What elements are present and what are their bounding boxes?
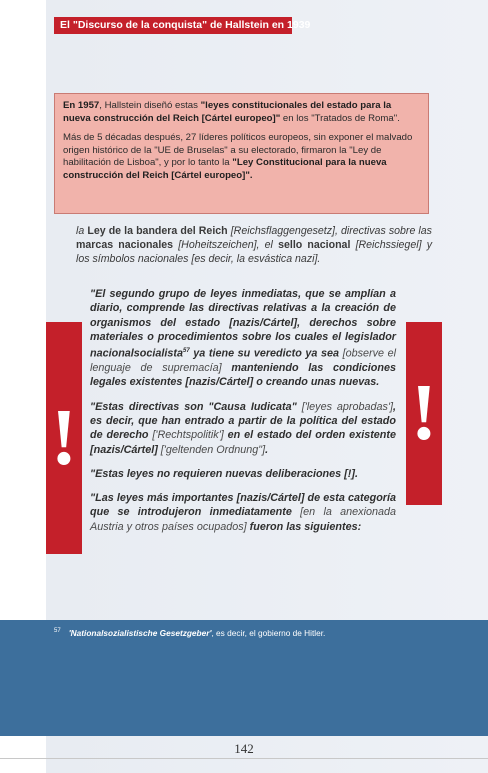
- quote-text: ya tiene su veredicto ya sea: [189, 347, 343, 360]
- quote-aside: [observe el lenguaje de supremacía]: [90, 347, 396, 375]
- quote-aside: ['geltenden Ordnung"]: [160, 443, 266, 456]
- exclamation-mark-right: !: [406, 322, 442, 505]
- footnote-ref: 57: [183, 348, 190, 355]
- callout-paragraph-2: [63, 132, 420, 182]
- body-paragraph: [76, 224, 432, 267]
- quote-text: fueron las siguientes:: [246, 520, 362, 533]
- body-text: la: [76, 225, 88, 237]
- page-number: 142: [234, 741, 254, 756]
- callout-text: , Hallstein diseñó estas: [99, 100, 201, 111]
- quote-text: "El segundo grupo de leyes inmediatas, que se amplían a diario, comprende las directivas relativas a la creación de organismos del estado [nazis/Cártel], derechos sobre materiales o procedimientos sobre los cuales el legislador nacionalsocialista: [90, 288, 396, 360]
- quote-paragraph-2: [90, 400, 396, 457]
- quote-text: manteniendo las condiciones legales existentes [nazis/Cártel] o creando unas nuevas.: [90, 362, 396, 389]
- quote-paragraph-1: [90, 287, 396, 390]
- footnote-text: , es decir, el gobierno de Hitler.: [211, 627, 326, 638]
- quote-paragraph-4: [90, 491, 396, 534]
- body-bold: marcas nacionales: [76, 239, 174, 252]
- page-divider: [0, 758, 488, 759]
- footnote-term: 'Nationalsozialistische Gesetzgeber': [68, 627, 212, 638]
- quote-text: , es decir, que han entrado a partir de la política del estado de derecho: [90, 400, 396, 442]
- quote-text: "Estas directivas son "Causa Iudicata": [90, 400, 302, 413]
- quote-aside: ['leyes aprobadas']: [301, 400, 393, 413]
- callout-bold-text: "Ley Constitucional para la nueva construcción del Reich [Cártel europeo]".: [63, 157, 387, 181]
- quote-paragraph-3: [90, 467, 396, 481]
- quote-aside: ['Rechtspolitik']: [152, 429, 224, 442]
- footnote-number: 57: [54, 628, 61, 634]
- quote-text: .: [265, 443, 269, 456]
- body-text: [Reichssiegel] y los símbolos nacionales [es decir, la esvástica nazi].: [76, 239, 432, 266]
- callout-year: En 1957: [63, 100, 100, 111]
- callout-paragraph-1: [63, 100, 420, 125]
- body-bold: Ley de la bandera del Reich: [87, 225, 228, 237]
- callout-text: Más de 5 décadas después, 27 líderes políticos europeos, sin exponer el malvado origen histórico de la "UE de Bruselas" a su electorado, firmaron la "Ley de habilitación de Lisboa", y por lo tanto la: [63, 132, 413, 168]
- body-text: [Reichsflaggengesetz], directivas sobre las: [227, 225, 432, 237]
- body-bold: sello nacional: [278, 239, 351, 252]
- callout-bold-text: "leyes constitucionales del estado para la nueva construcción del Reich [Cártel europeo]": [63, 100, 392, 124]
- body-text: [Hoheitszeichen], el: [173, 239, 279, 252]
- exclamation-mark-left: !: [46, 322, 82, 554]
- quote-text: "Las leyes más importantes [nazis/Cártel] de esta categoría que se introdujeron inmediatamente: [90, 492, 396, 519]
- quote-text: en el estado del orden existente [nazis/Cártel]: [90, 429, 396, 456]
- callout-text: en los "Tratados de Roma".: [280, 112, 400, 124]
- callout-box: [54, 93, 429, 214]
- chapter-header: El "Discurso de la conquista" de Hallstein en 1939: [54, 17, 292, 34]
- footnote: [54, 626, 474, 639]
- quote-aside: [en la anexionada Austria y otros países ocupados]: [90, 506, 396, 533]
- quote-text: "Estas leyes no requieren nuevas deliberaciones [!].: [90, 467, 358, 480]
- quote-block: [90, 287, 396, 544]
